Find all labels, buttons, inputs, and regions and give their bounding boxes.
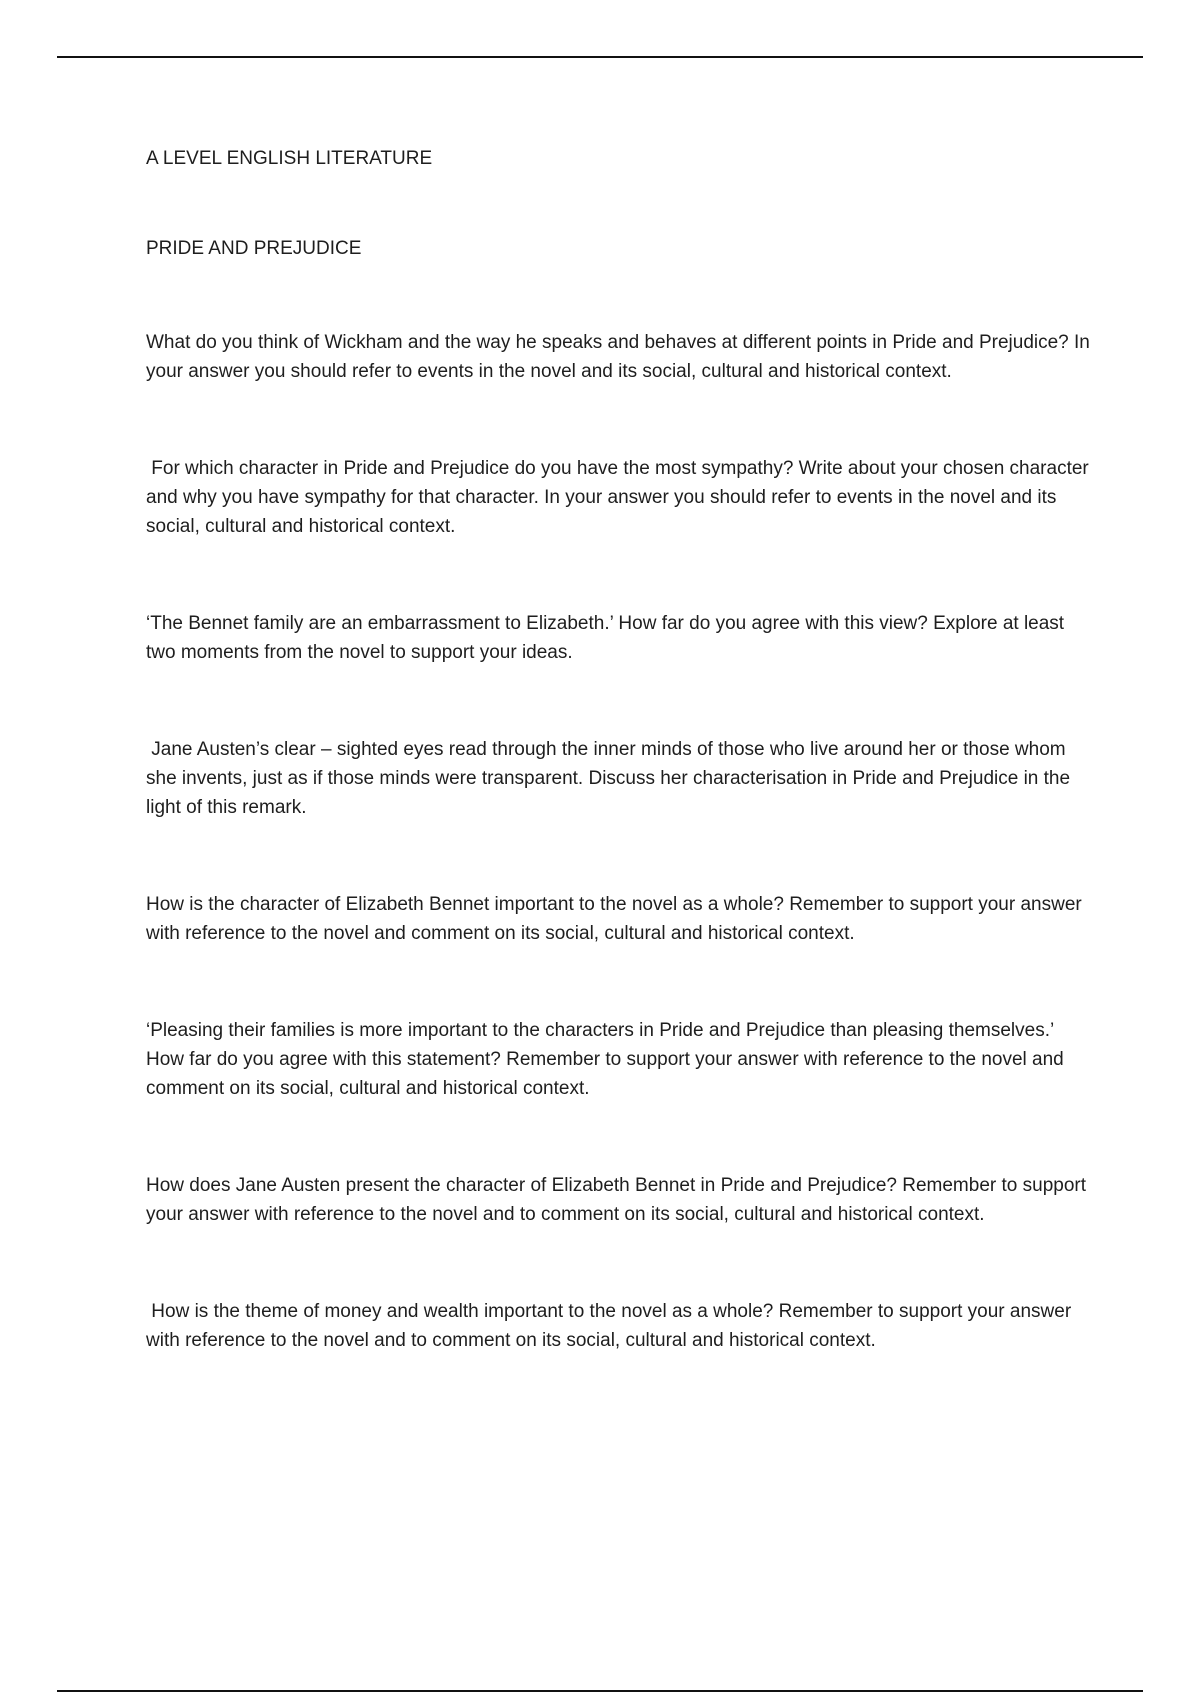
question-6: ‘Pleasing their families is more important to the characters in Pride and Prejudice than pleasing themselves.’ How far do you agree with this statement? Remember to support your answer with reference to the novel and comment on its social, cultural and historical context. xyxy=(146,1020,1064,1099)
question-1: What do you think of Wickham and the way he speaks and behaves at different points in Pride and Prejudice? In your answer you should refer to events in the novel and its social, cultural and historical context. xyxy=(146,332,1090,382)
question-7: How does Jane Austen present the character of Elizabeth Bennet in Pride and Prejudice? Remember to support your answer with reference to the novel and to comment on its social, cultural and historical context. xyxy=(146,1175,1086,1225)
header-rule xyxy=(57,56,1143,58)
question-8: How is the theme of money and wealth important to the novel as a whole? Remember to support your answer with reference to the novel and to comment on its social, cultural and historical context. xyxy=(146,1301,1077,1351)
question-2: For which character in Pride and Prejudice do you have the most sympathy? Write about your chosen character and why you have sympathy for that character. In your answer you should refer to events in the novel and its social, cultural and historical context. xyxy=(146,458,1095,537)
question-3: ‘The Bennet family are an embarrassment to Elizabeth.’ How far do you agree with this view? Explore at least two moments from the novel to support your ideas. xyxy=(146,613,1065,663)
document-body xyxy=(146,148,1096,1423)
question-5: How is the character of Elizabeth Bennet important to the novel as a whole? Remember to support your answer with reference to the novel and comment on its social, cultural and historical context. xyxy=(146,894,1082,944)
document-title: A LEVEL ENGLISH LITERATURE xyxy=(146,148,433,169)
document-subtitle: PRIDE AND PREJUDICE xyxy=(146,238,362,259)
footer-rule xyxy=(57,1690,1143,1692)
question-4: Jane Austen’s clear – sighted eyes read through the inner minds of those who live around her or those whom she invents, just as if those minds were transparent. Discuss her characterisation in Pride and Prejudice in the light of this remark. xyxy=(146,739,1076,818)
